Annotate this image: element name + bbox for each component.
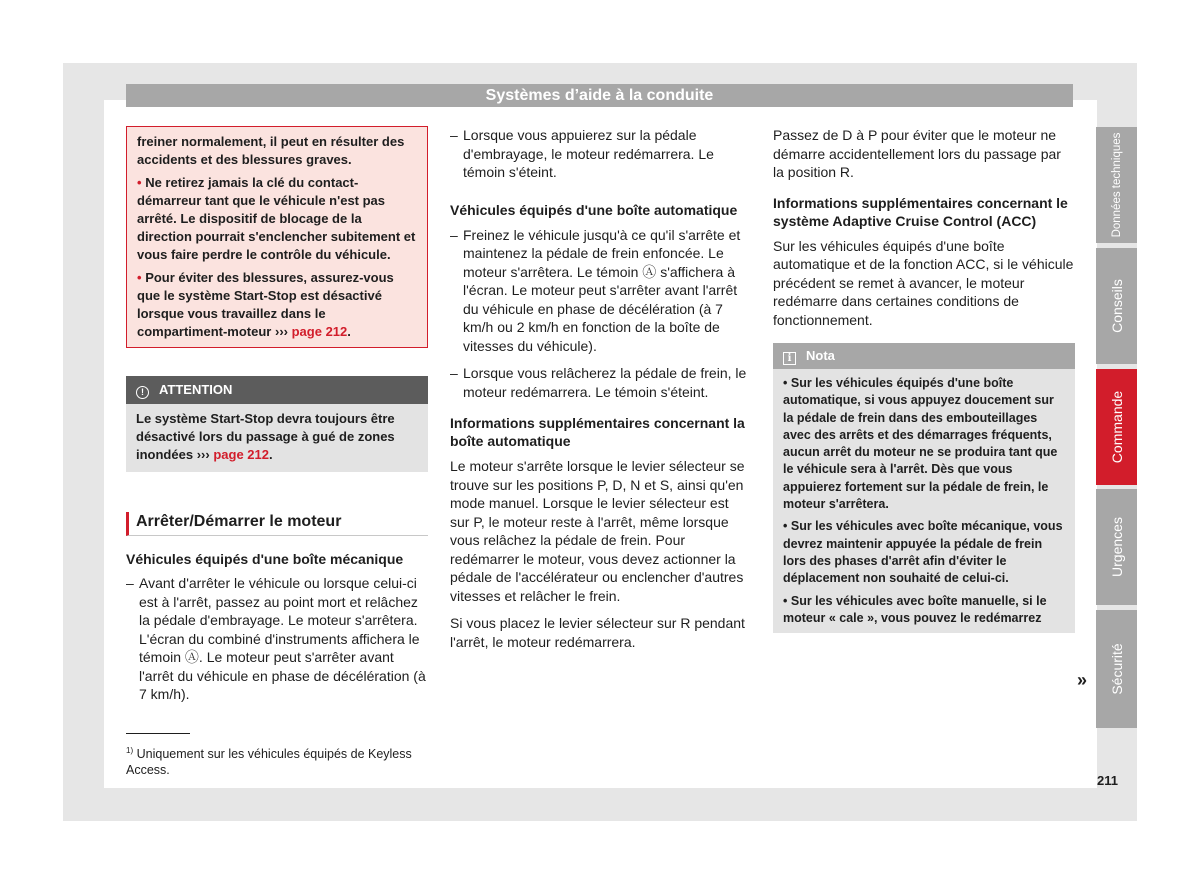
punctuation: .: [268, 447, 273, 462]
warning-item-2: [137, 174, 417, 264]
column-right: [773, 126, 1075, 633]
chapter-header: Systèmes d’aide à la conduite: [126, 84, 1073, 107]
side-tab-label: Sécurité: [1108, 643, 1125, 695]
page-number: 211: [1097, 773, 1118, 788]
footnote-divider: [126, 733, 190, 734]
attention-text: Le système Start-Stop devra toujours être désactivé lors du passage à gué de zones inondées: [136, 411, 395, 462]
bullet-icon: •: [783, 519, 788, 534]
reference-page: page 212: [213, 447, 269, 462]
attention-box: [126, 376, 428, 472]
bullet-icon: •: [137, 270, 142, 285]
paragraph: Le moteur s'arrête lorsque le levier sélecteur se trouve sur les positions P, D, N et S, ainsi qu'en mode manuel. Lorsque le levier sélecteur est sur P, le moteur reste à l'arrêt, même lorsque vous relâchez la pédale de frein. Pour redémarrer le moteur, vous devez actionner la pédale de l'accélérateur ou enclencher d'autres vitesses et relâcher le frein.: [450, 458, 745, 604]
note-item: [783, 593, 1065, 628]
column-middle: [450, 126, 750, 651]
list-item: – Freinez le véhicule jusqu'à ce qu'il s'arrête et maintenez la pédale de frein enfoncée. Le moteur s'arrêtera. Le témoin Ⓐ s'affichera à l'écran. Le moteur peut s'arrêter avant l'arrêt du véhicule en phase de décélération (à 7 km/h ou 2 km/h en fonction de la boîte de vitesses du véhicule).: [450, 226, 750, 356]
punctuation: .: [347, 324, 351, 339]
column-left: [126, 126, 428, 704]
subheading-automatic: Véhicules équipés d'une boîte automatique: [450, 201, 738, 218]
paragraph: Si vous placez le levier sélecteur sur R pendant l'arrêt, le moteur redémarrera.: [450, 615, 745, 650]
note-item: [783, 375, 1065, 513]
side-tab-conseils[interactable]: [1096, 248, 1137, 364]
warning-text-2: Ne retirez jamais la clé du contact-démarreur tant que le véhicule n'est pas arrêté. Le dispositif de blocage de la direction pourrait s'enclencher subitement et vous faire perdre le contrôle du véhicule.: [137, 175, 416, 262]
side-tab-commande[interactable]: [1096, 369, 1137, 485]
continue-arrow-icon[interactable]: »: [1077, 670, 1088, 690]
warning-text-1: freiner normalement, il peut en résulter des accidents et des blessures graves.: [137, 134, 405, 167]
info-icon: i: [783, 352, 796, 365]
attention-body: [126, 404, 428, 472]
subheading-auto-info: Informations supplémentaires concernant la boîte automatique: [450, 415, 745, 449]
reference-page: page 212: [291, 324, 348, 339]
attention-label: ATTENTION: [159, 382, 233, 397]
warning-text-3: Pour éviter des blessures, assurez-vous que le système Start-Stop est désactivé lorsque vous travaillez dans le compartiment-moteur: [137, 270, 394, 339]
page-reference-link[interactable]: [197, 447, 269, 462]
warning-circle-icon: !: [136, 386, 149, 399]
note-item: [783, 518, 1065, 587]
bullet-icon: •: [137, 175, 142, 190]
list-item: – Avant d'arrêter le véhicule ou lorsque celui-ci est à l'arrêt, passez au point mort et relâchez la pédale d'embrayage. Le moteur s'arrêtera. L'écran du combiné d'instruments affichera le témoin Ⓐ. Le moteur peut s'arrêter avant l'arrêt du véhicule en phase de décélération (à 7 km/h).: [126, 574, 428, 704]
page-reference-link[interactable]: [275, 324, 347, 339]
note-text: Sur les véhicules avec boîte manuelle, si le moteur « cale », vous pouvez le redémarrez: [783, 593, 1047, 625]
footnote-marker: 1): [126, 746, 134, 755]
attention-header: [126, 376, 428, 404]
list-item: – Lorsque vous appuierez sur la pédale d'embrayage, le moteur redémarrera. Le témoin s'éteint.: [450, 126, 750, 182]
list-item: – Lorsque vous relâcherez la pédale de frein, le moteur redémarrera. Le témoin s'éteint.: [450, 364, 750, 401]
warning-box: [126, 126, 428, 348]
section-title: Arrêter/Démarrer le moteur: [126, 512, 428, 536]
footnote: [126, 743, 428, 778]
paragraph: Passez de D à P pour éviter que le moteur ne démarre accidentellement lors du passage par la position R.: [773, 127, 1061, 180]
side-tab-label: Données techniques: [1110, 132, 1123, 238]
note-label: Nota: [806, 348, 835, 363]
note-text: Sur les véhicules équipés d'une boîte automatique, si vous appuyez doucement sur la pédale de frein dans des embouteillages avec des arrêts et des démarrages fréquents, aucun arrêt du moteur ne se produira tant que le véhicule sera à l'arrêt. Dès que vous appuierez fortement sur la pédale de frein, le moteur s'arrêtera.: [783, 376, 1058, 512]
bullet-icon: •: [783, 376, 788, 390]
subheading-manual: Véhicules équipés d'une boîte mécanique: [126, 551, 404, 567]
bullet-icon: •: [783, 593, 788, 608]
side-tab-donnees-techniques[interactable]: [1096, 127, 1137, 243]
footnote-text: Uniquement sur les véhicules équipés de Keyless Access.: [126, 747, 412, 778]
note-header: [773, 343, 1075, 369]
note-body: [773, 369, 1075, 633]
side-tab-securite[interactable]: [1096, 610, 1137, 728]
side-tab-label: Commande: [1108, 390, 1125, 464]
side-tab-urgences[interactable]: [1096, 489, 1137, 605]
warning-item-3: [137, 269, 417, 341]
side-tab-label: Urgences: [1108, 517, 1125, 577]
reference-arrow-icon: ›››: [274, 324, 288, 339]
side-tab-label: Conseils: [1108, 279, 1125, 333]
subheading-acc: Informations supplémentaires concernant le système Adaptive Cruise Control (ACC): [773, 194, 1068, 229]
reference-arrow-icon: ›››: [196, 447, 210, 462]
paragraph: Sur les véhicules équipés d'une boîte automatique et de la fonction ACC, si le véhicule précédent se remet à avancer, le moteur redémarre dans certaines conditions de fonctionnement.: [773, 237, 1074, 328]
note-box: [773, 343, 1075, 633]
note-text: Sur les véhicules avec boîte mécanique, vous devrez maintenir appuyée la pédale de frein lors des phases d'arrêt afin d'éviter le déplacement non souhaité de celui-ci.: [783, 519, 1063, 586]
